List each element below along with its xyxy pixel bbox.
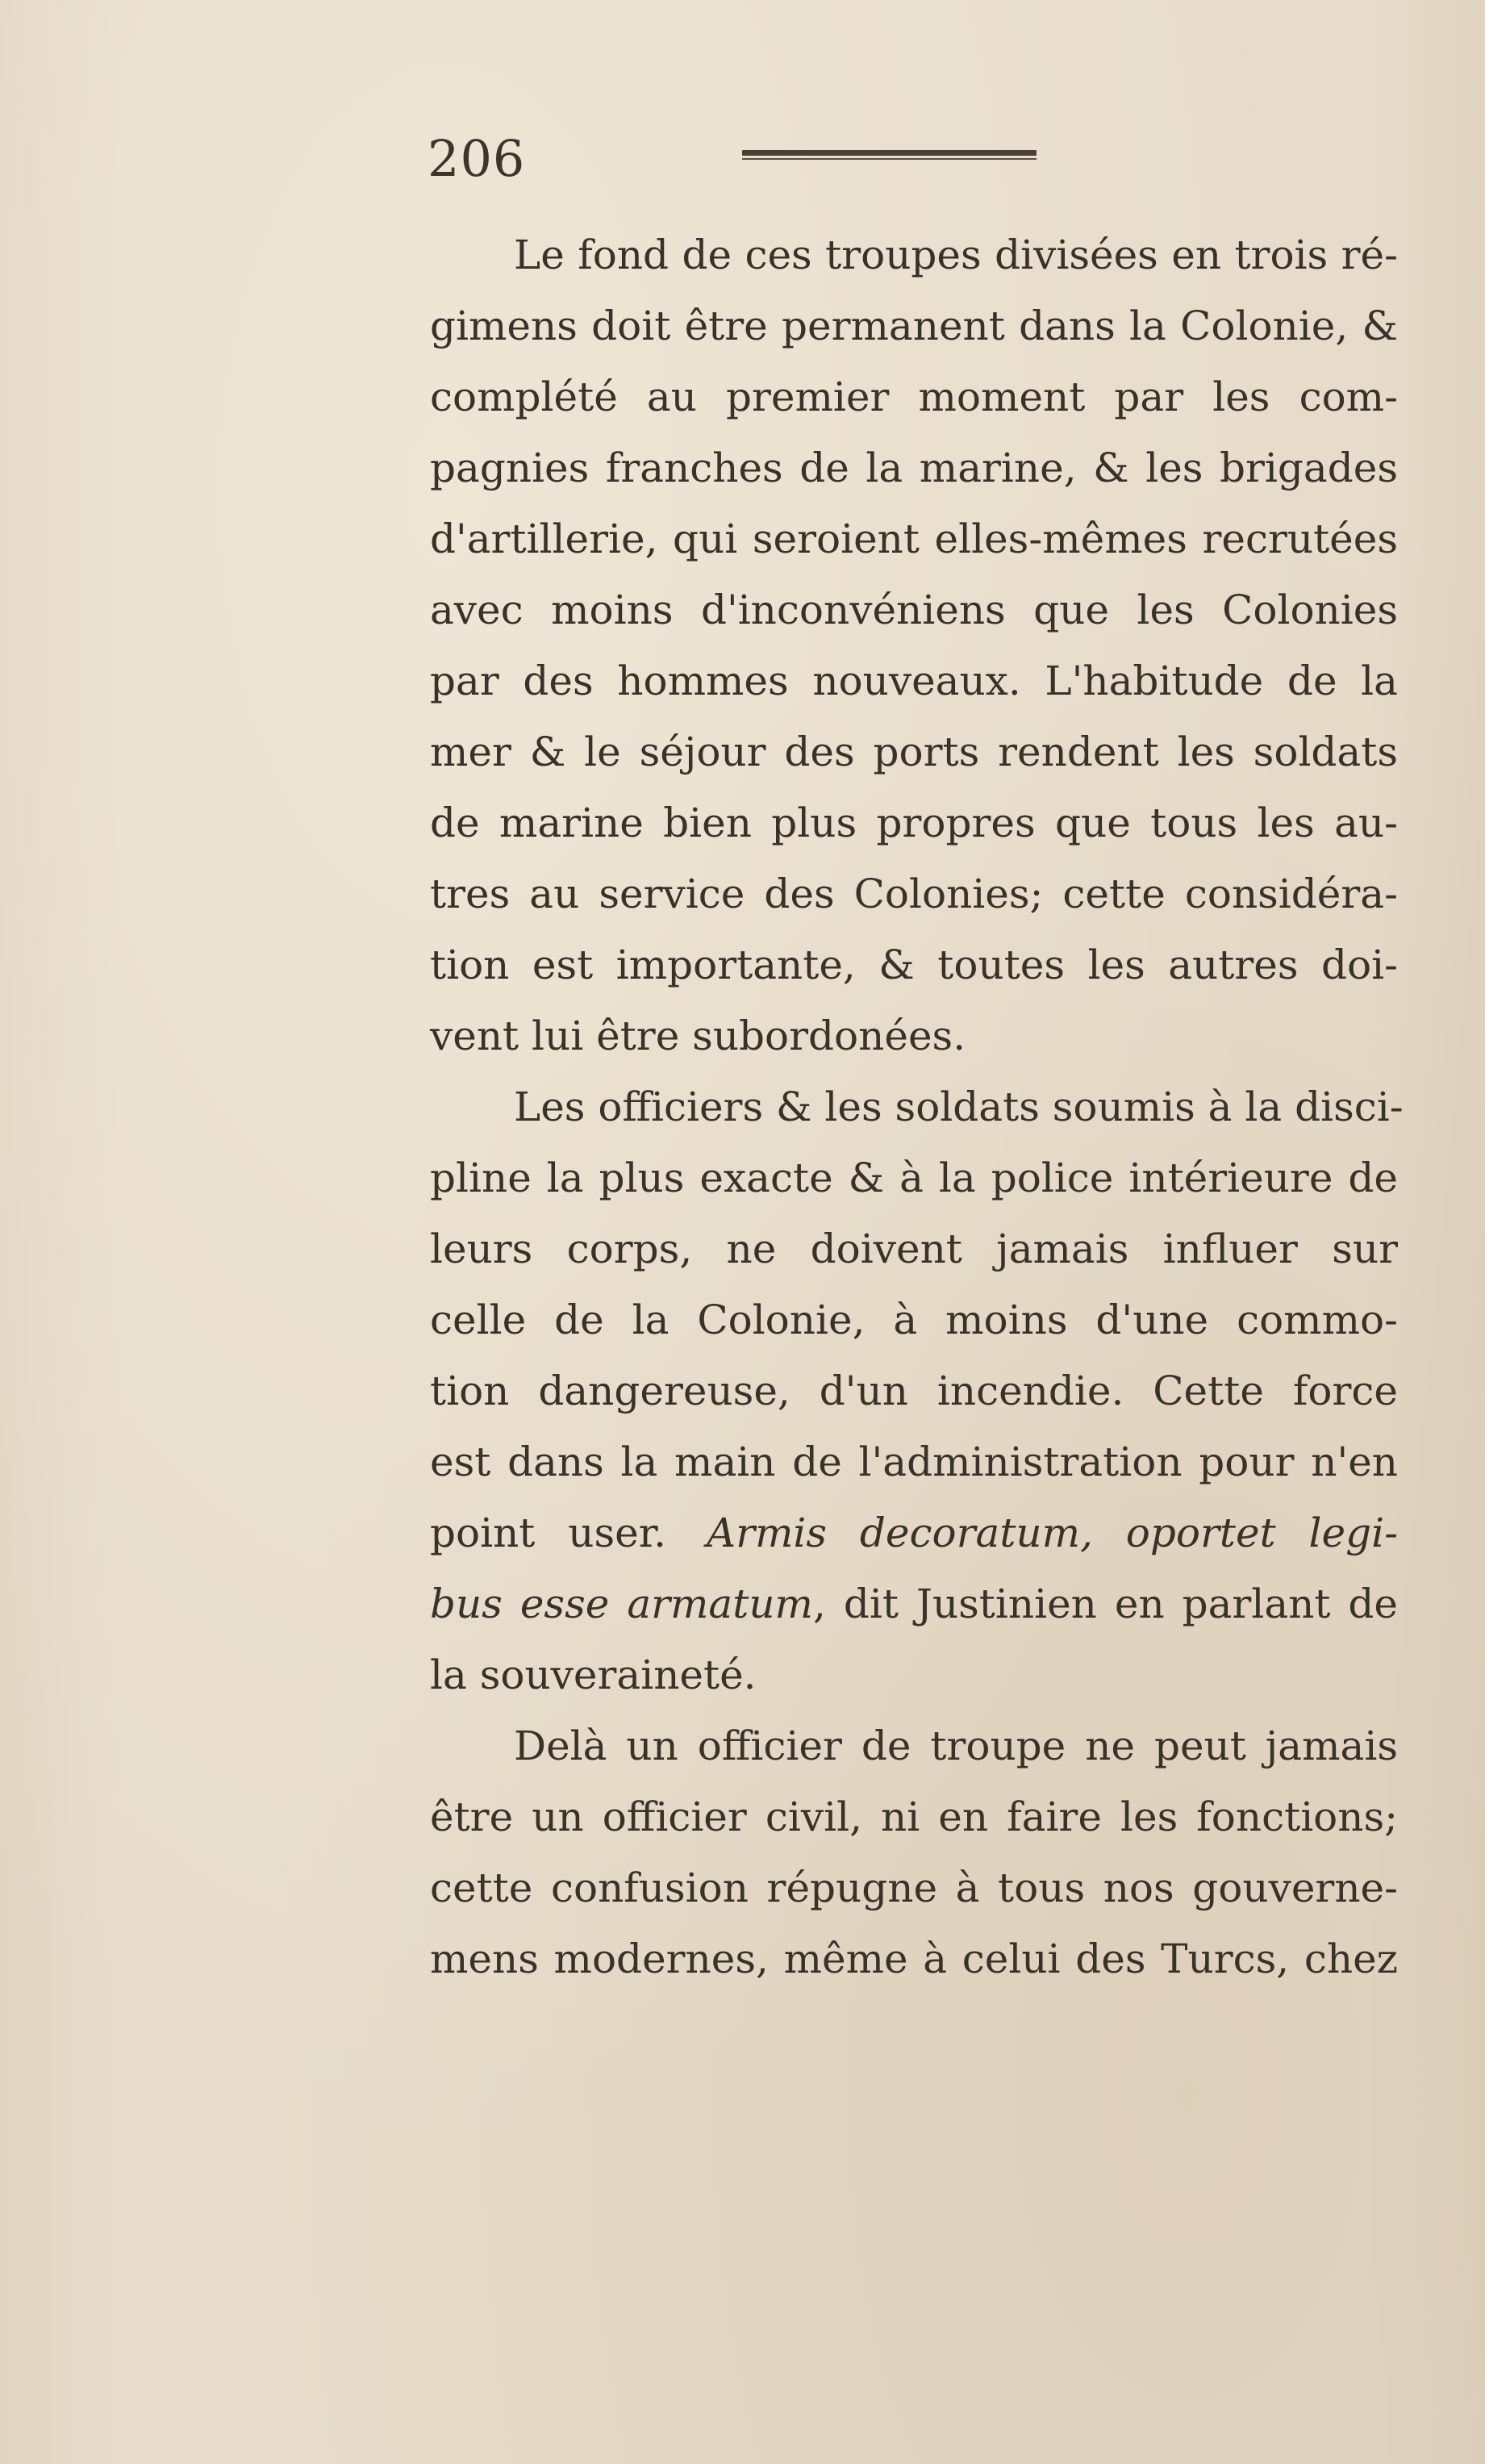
text-segment: , dit Justinien en parlant de: [812, 1581, 1398, 1627]
text-line: gimens doit être permanent dans la Colonie, &: [430, 303, 1398, 349]
body-text: [430, 219, 1404, 1994]
text-line: avec moins d'inconvéniens que les Colonies: [430, 587, 1398, 633]
text-line: cette confusion répugne à tous nos gouverne-: [430, 1865, 1398, 1911]
text-line-with-quote: [430, 1497, 1398, 1568]
text-line: celle de la Colonie, à moins d'une commo-: [430, 1297, 1398, 1343]
text-line: la souveraineté.: [430, 1652, 757, 1698]
page-number: 206: [428, 129, 526, 188]
text-line: d'artillerie, qui seroient elles-mêmes recrutées: [430, 516, 1398, 562]
text-line: Les officiers & les soldats soumis à la disci-: [514, 1084, 1404, 1130]
latin-quote: Armis decoratum, oportet legi-: [707, 1510, 1398, 1556]
text-line-with-quote: [430, 1568, 1398, 1639]
header-rule-thin: [742, 158, 1037, 160]
text-line: tion dangereuse, d'un incendie. Cette force: [430, 1368, 1398, 1414]
header-rule: [742, 150, 1037, 161]
text-line: être un officier civil, ni en faire les fonctions;: [430, 1794, 1398, 1840]
text-line: pline la plus exacte & à la police intérieure de: [430, 1155, 1398, 1201]
text-line: Le fond de ces troupes divisées en trois ré-: [514, 232, 1398, 278]
text-line: vent lui être subordonées.: [430, 1013, 966, 1059]
text-line: par des hommes nouveaux. L'habitude de la: [430, 658, 1398, 704]
text-line: de marine bien plus propres que tous les au-: [430, 800, 1398, 846]
latin-quote: bus esse armatum: [430, 1581, 813, 1627]
text-line: tion est importante, & toutes les autres doi-: [430, 942, 1398, 988]
text-line: complété au premier moment par les com-: [430, 374, 1398, 420]
text-line: est dans la main de l'administration pour n'en: [430, 1439, 1398, 1485]
text-line: Delà un officier de troupe ne peut jamais: [514, 1723, 1398, 1769]
text-line: mens modernes, même à celui des Turcs, chez: [430, 1936, 1398, 1982]
text-line: leurs corps, ne doivent jamais influer sur: [430, 1226, 1398, 1272]
text-line: pagnies franches de la marine, & les brigades: [430, 445, 1398, 491]
text-segment: point user.: [430, 1510, 666, 1556]
header-rule-thick: [742, 150, 1037, 156]
text-line: tres au service des Colonies; cette considéra-: [430, 871, 1398, 917]
text-line: mer & le séjour des ports rendent les soldats: [430, 729, 1398, 775]
